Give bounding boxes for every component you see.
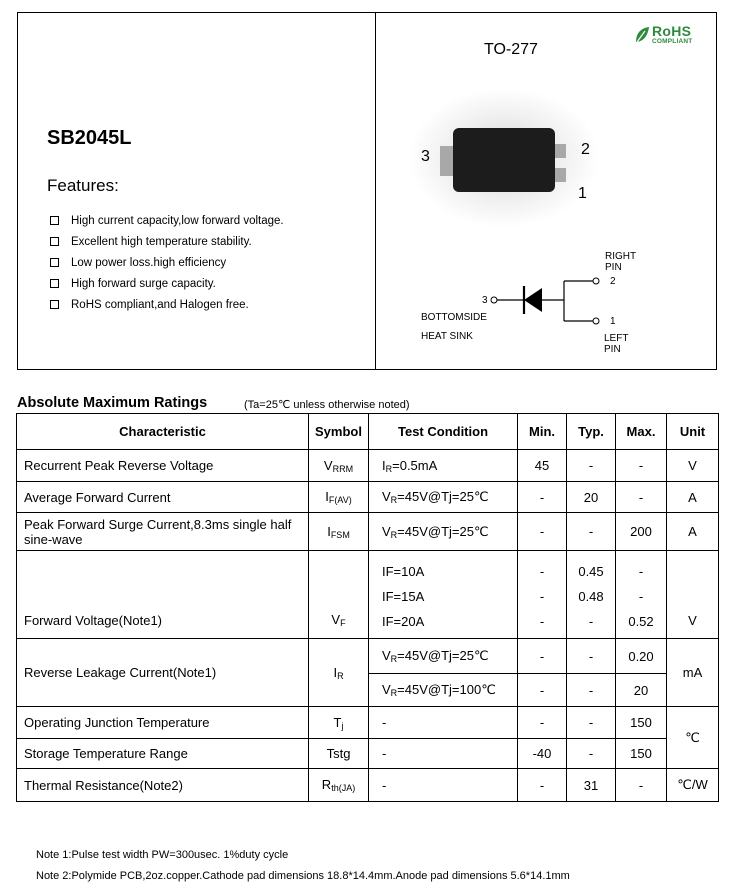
checkbox-icon	[50, 216, 59, 225]
cell-condition: $V_R=45V@Tj=25℃$	[369, 639, 518, 674]
features-title: Features:	[47, 176, 119, 195]
cell-typ: 20	[567, 482, 616, 513]
node-2-icon	[593, 278, 599, 284]
leaf-icon	[634, 26, 650, 44]
feature-list	[50, 210, 284, 315]
cell-max: 150	[616, 707, 667, 739]
note-1: Note 1:Pulse test width PW=300usec. 1%duty cycle	[36, 849, 289, 861]
cell-condition: $V_R=45V@Tj=25℃$	[369, 482, 518, 513]
cell-characteristic: Forward Voltage(Note1)	[17, 551, 309, 639]
cell-typ: -	[567, 707, 616, 739]
ratings-conditions: (Ta=25℃ unless otherwise noted)	[244, 399, 410, 411]
column-header: Max.	[616, 414, 667, 450]
cell-min: -	[518, 707, 567, 739]
table-row	[17, 639, 719, 674]
node-2-label: 2	[610, 276, 616, 287]
column-header: Test Condition	[369, 414, 518, 450]
column-header: Typ.	[567, 414, 616, 450]
cell-min: -	[518, 482, 567, 513]
table-row	[17, 739, 719, 769]
cell-max: 0.20	[616, 639, 667, 674]
table-row	[17, 707, 719, 739]
cell-min: -40	[518, 739, 567, 769]
table-row	[17, 482, 719, 513]
table-row	[17, 450, 719, 482]
cell-symbol: $I_{F(AV)}$	[309, 482, 369, 513]
cell-condition: $I_R=0.5mA$	[369, 450, 518, 482]
diode-schematic	[480, 270, 620, 340]
checkbox-icon	[50, 279, 59, 288]
package-pin3-label: 3	[421, 148, 430, 165]
heat-sink-label: HEAT SINK	[421, 331, 473, 342]
bottomside-label: BOTTOMSIDE	[421, 312, 487, 323]
cell-typ: 31	[567, 769, 616, 802]
cell-condition: -	[369, 739, 518, 769]
table-row	[17, 551, 719, 639]
cell-symbol: Tstg	[309, 739, 369, 769]
cell-symbol: $I_{FSM}$	[309, 513, 369, 551]
cell-unit: ℃	[667, 707, 719, 769]
checkbox-icon	[50, 300, 59, 309]
node-1-label: 1	[610, 316, 616, 327]
cell-max: - - 0.52	[616, 551, 667, 639]
cell-max: 150	[616, 739, 667, 769]
left-pin-label: LEFT PIN	[604, 333, 629, 355]
cell-max: -	[616, 482, 667, 513]
cell-typ: 0.45 0.48 -	[567, 551, 616, 639]
cell-characteristic: Operating Junction Temperature	[17, 707, 309, 739]
cell-symbol: $V_{RRM}$	[309, 450, 369, 482]
cell-typ: -	[567, 674, 616, 707]
cell-symbol: $I_R$	[309, 639, 369, 707]
cell-typ: -	[567, 639, 616, 674]
package-pin1-label: 1	[578, 185, 587, 202]
ratings-title: Absolute Maximum Ratings	[17, 395, 208, 411]
cell-max: 20	[616, 674, 667, 707]
checkbox-icon	[50, 258, 59, 267]
cell-unit: V	[667, 551, 719, 639]
right-pin-label: RIGHT PIN	[605, 251, 637, 273]
cell-symbol: $T_j$	[309, 707, 369, 739]
cell-unit: A	[667, 513, 719, 551]
cell-max: -	[616, 450, 667, 482]
cell-max: -	[616, 769, 667, 802]
cell-characteristic: Recurrent Peak Reverse Voltage	[17, 450, 309, 482]
cell-min: 45	[518, 450, 567, 482]
cell-condition: -	[369, 707, 518, 739]
cell-min: -	[518, 639, 567, 674]
cell-unit: A	[667, 482, 719, 513]
node-3-icon	[491, 297, 497, 303]
cell-characteristic: Average Forward Current	[17, 482, 309, 513]
feature-item: RoHS compliant,and Halogen free.	[50, 294, 284, 315]
feature-item: Excellent high temperature stability.	[50, 231, 284, 252]
cell-characteristic: Storage Temperature Range	[17, 739, 309, 769]
diode-icon	[524, 288, 542, 312]
column-header: Unit	[667, 414, 719, 450]
cell-max: 200	[616, 513, 667, 551]
cell-condition: IF=10A IF=15A IF=20A	[369, 551, 518, 639]
cell-characteristic: Thermal Resistance(Note2)	[17, 769, 309, 802]
package-drawing	[378, 78, 638, 238]
cell-typ: -	[567, 513, 616, 551]
rohs-subtitle: COMPLIANT	[652, 38, 693, 45]
package-body	[453, 128, 555, 192]
cell-min: - - -	[518, 551, 567, 639]
cell-condition: $V_R=45V@Tj=25℃$	[369, 513, 518, 551]
cell-symbol: $V_F$	[309, 551, 369, 639]
package-name: TO-277	[484, 41, 538, 58]
ratings-table	[16, 413, 719, 802]
cell-characteristic: Reverse Leakage Current(Note1)	[17, 639, 309, 707]
feature-item: High forward surge capacity.	[50, 273, 284, 294]
cell-min: -	[518, 513, 567, 551]
note-2: Note 2:Polymide PCB,2oz.copper.Cathode pad dimensions 18.8*14.4mm.Anode pad dimensions 5.6*14.1mm	[36, 870, 570, 882]
rohs-title: RoHS	[652, 23, 692, 39]
cell-characteristic: Peak Forward Surge Current,8.3ms single half sine-wave	[17, 513, 309, 551]
package-pin2-label: 2	[581, 141, 590, 158]
table-row	[17, 513, 719, 551]
rohs-logo	[634, 24, 692, 45]
column-header: Symbol	[309, 414, 369, 450]
cell-condition: $V_R=45V@Tj=100℃$	[369, 674, 518, 707]
table-header-row	[17, 414, 719, 450]
cell-unit: mA	[667, 639, 719, 707]
cell-typ: -	[567, 739, 616, 769]
checkbox-icon	[50, 237, 59, 246]
part-number: SB2045L	[47, 127, 132, 149]
cell-unit: ℃/W	[667, 769, 719, 802]
node-3-label: 3	[482, 295, 488, 306]
column-header: Min.	[518, 414, 567, 450]
cell-min: -	[518, 769, 567, 802]
node-1-icon	[593, 318, 599, 324]
table-row	[17, 769, 719, 802]
cell-unit: V	[667, 450, 719, 482]
cell-min: -	[518, 674, 567, 707]
header-divider	[375, 12, 376, 370]
feature-item: High current capacity,low forward voltage.	[50, 210, 284, 231]
cell-condition: -	[369, 769, 518, 802]
column-header: Characteristic	[17, 414, 309, 450]
cell-symbol: $R_{th(JA)}$	[309, 769, 369, 802]
feature-item: Low power loss.high efficiency	[50, 252, 284, 273]
cell-typ: -	[567, 450, 616, 482]
